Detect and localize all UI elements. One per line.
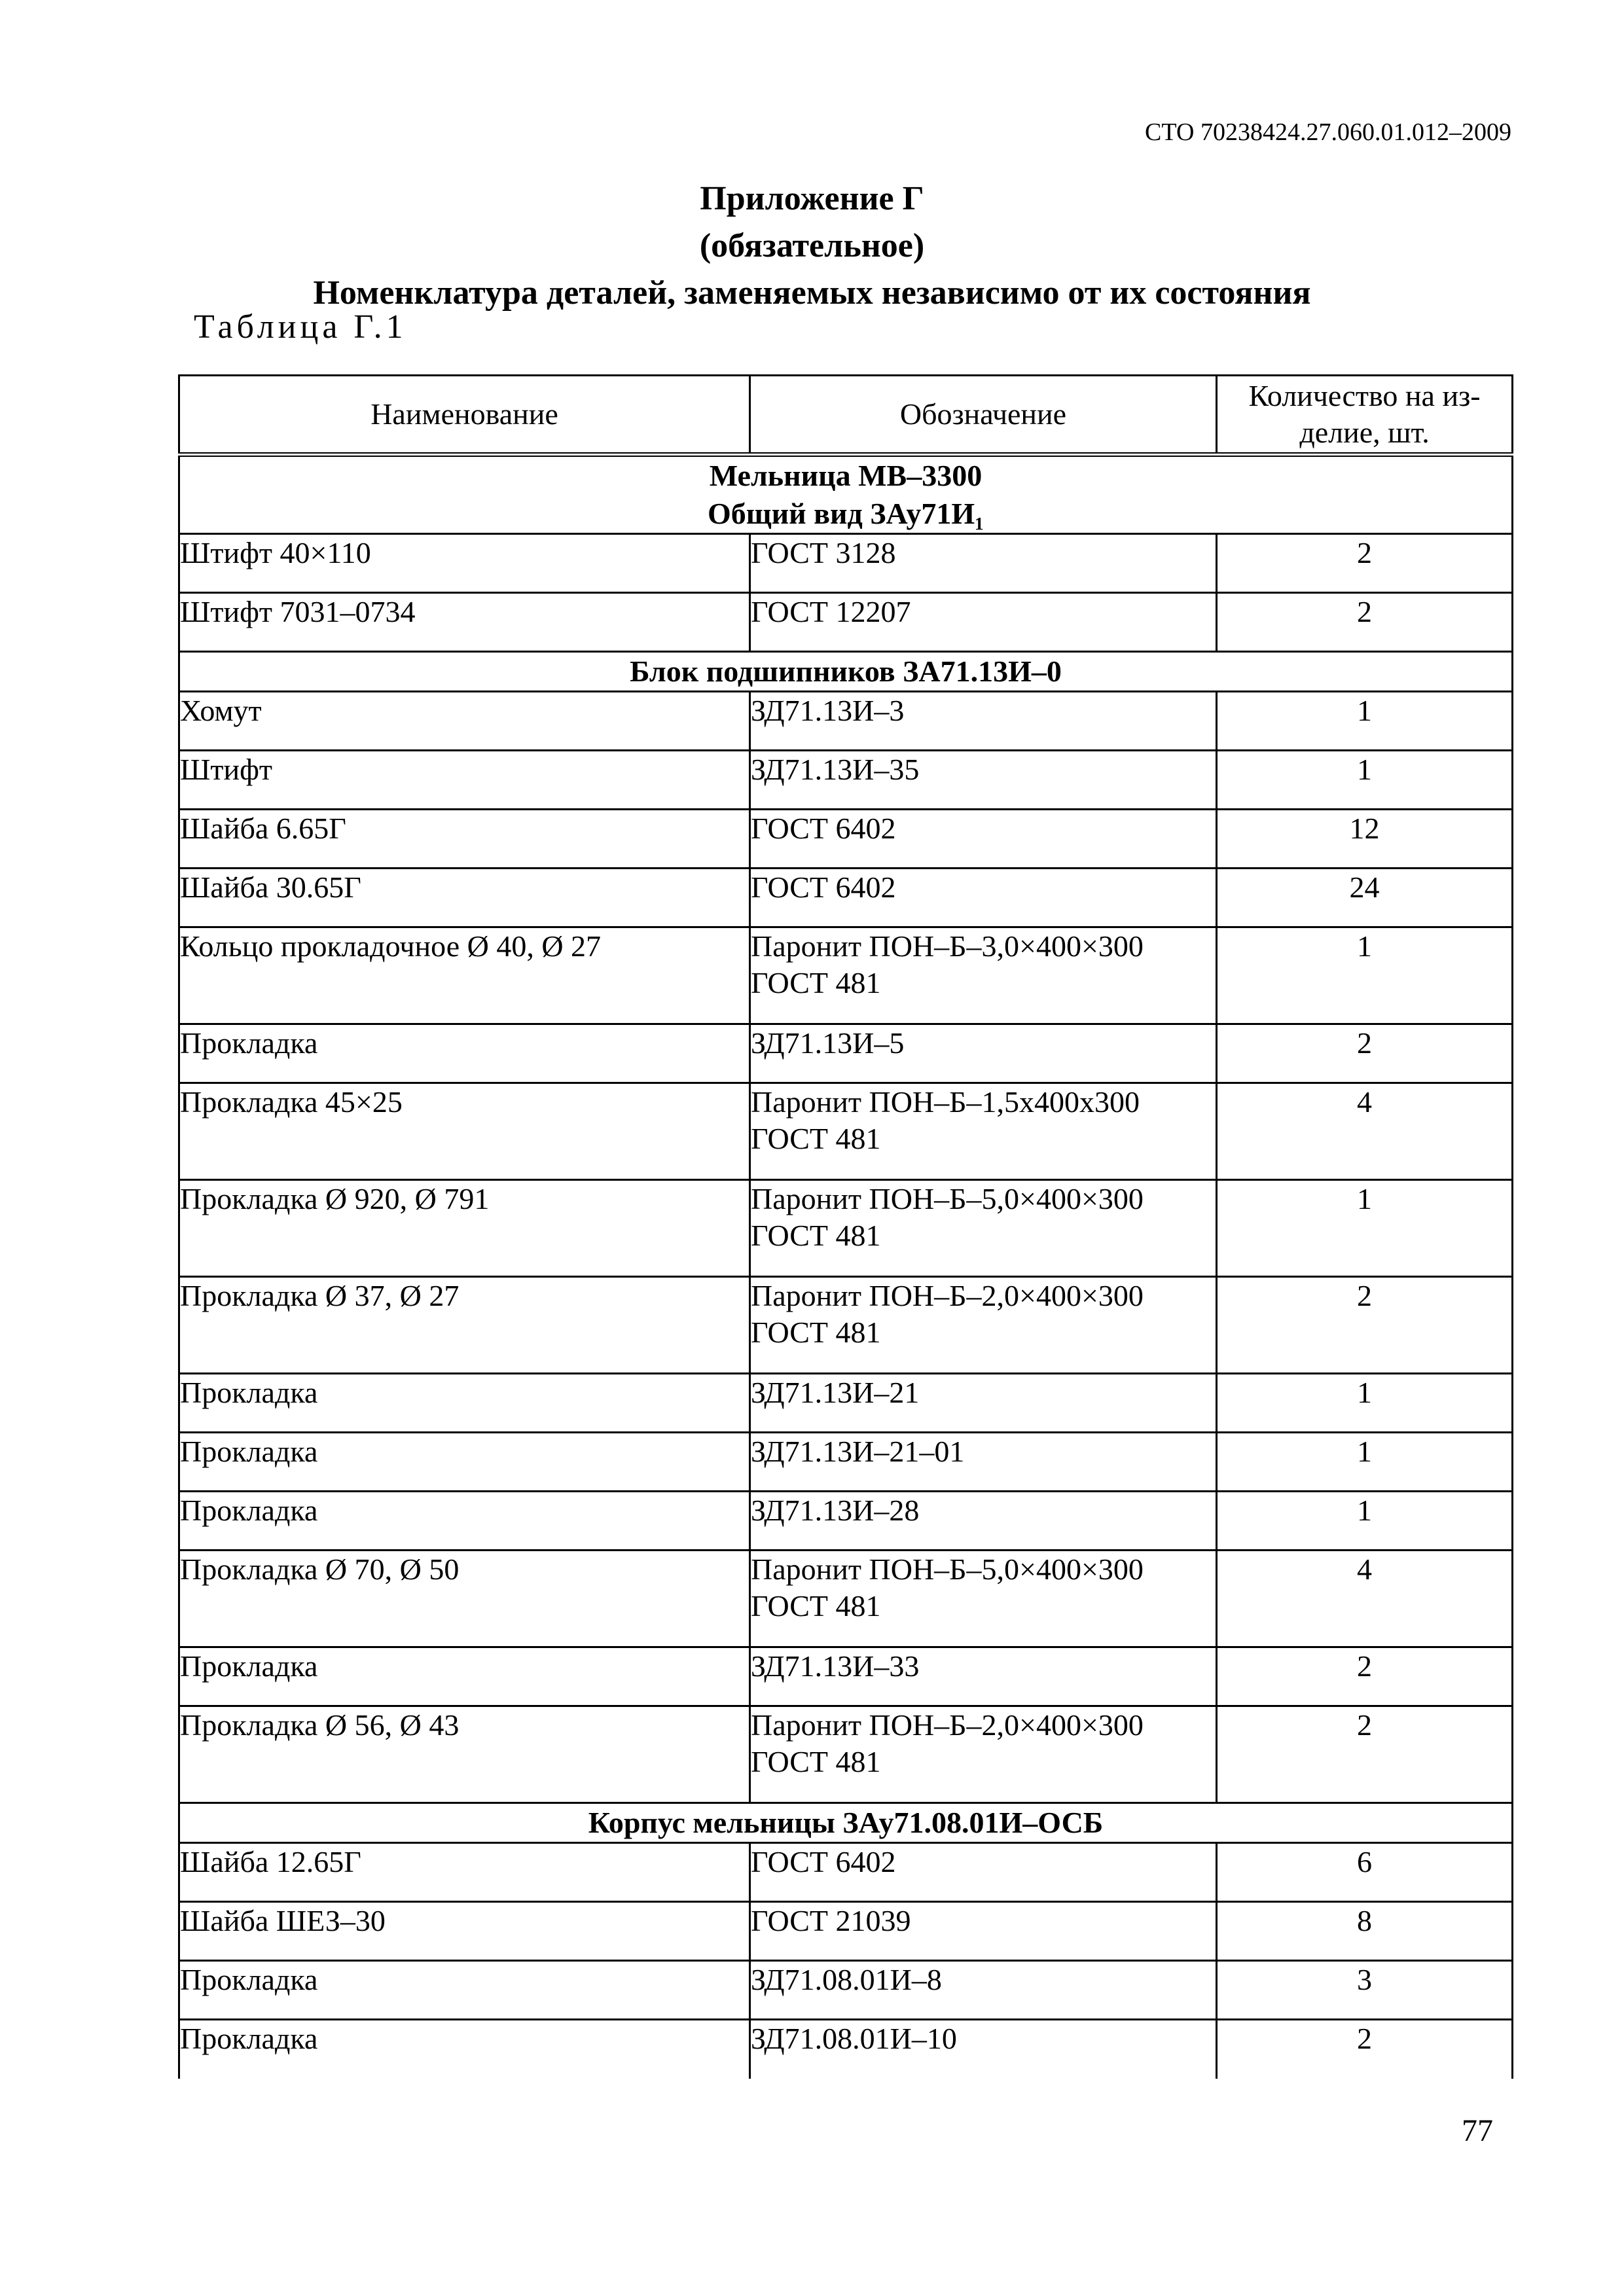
item-designation: Паронит ПОН–Б–1,5х400х300 ГОСТ 481 [750,1083,1217,1180]
item-designation: Паронит ПОН–Б–2,0×400×300 ГОСТ 481 [750,1706,1217,1803]
item-name: Прокладка Ø 37, Ø 27 [179,1277,750,1374]
item-name: Прокладка 45×25 [179,1083,750,1180]
item-designation: ГОСТ 21039 [750,1902,1217,1961]
item-quantity: 2 [1217,1706,1513,1803]
item-quantity: 4 [1217,1083,1513,1180]
table-row [179,1647,1513,1706]
item-designation: ЗД71.13И–33 [750,1647,1217,1706]
item-name: Кольцо прокладочное Ø 40, Ø 27 [179,927,750,1024]
table-row [179,1180,1513,1277]
item-name: Прокладка Ø 920, Ø 791 [179,1180,750,1277]
item-name: Прокладка [179,1024,750,1083]
appendix-status: (обязательное) [699,227,925,264]
section-title: Корпус мельницы ЗАу71.08.01И–ОСБ [179,1803,1513,1843]
item-name: Шайба 30.65Г [179,869,750,927]
item-quantity: 12 [1217,810,1513,869]
title-block [0,175,1624,317]
item-name: Шайба 12.65Г [179,1843,750,1902]
item-name: Шайба 6.65Г [179,810,750,869]
item-quantity: 1 [1217,1433,1513,1492]
section-title: Блок подшипников ЗА71.13И–0 [179,652,1513,692]
item-name: Прокладка [179,1492,750,1551]
table-body [179,455,1513,2079]
item-designation: ЗД71.13И–21 [750,1374,1217,1433]
item-designation: Паронит ПОН–Б–5,0×400×300 ГОСТ 481 [750,1180,1217,1277]
item-designation: ЗД71.13И–35 [750,751,1217,810]
item-designation: ГОСТ 6402 [750,810,1217,869]
table-row [179,927,1513,1024]
section-row [179,652,1513,692]
table-header-row [179,376,1513,455]
table-row [179,1374,1513,1433]
table-row [179,751,1513,810]
item-name: Штифт 40×110 [179,534,750,593]
item-quantity: 2 [1217,1277,1513,1374]
item-designation: ГОСТ 3128 [750,534,1217,593]
column-header-name: Наименование [179,376,750,455]
page-number: 77 [1462,2113,1493,2148]
item-name: Штифт [179,751,750,810]
item-designation: ГОСТ 6402 [750,869,1217,927]
item-designation: ГОСТ 12207 [750,593,1217,652]
parts-table [178,374,1513,2079]
item-quantity: 2 [1217,593,1513,652]
item-designation: ЗД71.08.01И–10 [750,2020,1217,2079]
item-designation: Паронит ПОН–Б–5,0×400×300 ГОСТ 481 [750,1551,1217,1647]
column-header-designation: Обозначение [750,376,1217,455]
item-quantity: 2 [1217,2020,1513,2079]
item-quantity: 24 [1217,869,1513,927]
item-designation: ЗД71.08.01И–8 [750,1961,1217,2020]
item-quantity: 1 [1217,1180,1513,1277]
table-row [179,1433,1513,1492]
table-row [179,1843,1513,1902]
table-row [179,1961,1513,2020]
item-quantity: 6 [1217,1843,1513,1902]
item-quantity: 8 [1217,1902,1513,1961]
item-quantity: 2 [1217,1647,1513,1706]
item-quantity: 1 [1217,751,1513,810]
table-row [179,1902,1513,1961]
item-quantity: 3 [1217,1961,1513,2020]
table-row [179,1492,1513,1551]
document-code: СТО 70238424.27.060.01.012–2009 [1145,118,1511,146]
item-name: Хомут [179,692,750,751]
appendix-title: Приложение Г [700,180,924,217]
table-row [179,692,1513,751]
table-row [179,1551,1513,1647]
item-designation: Паронит ПОН–Б–2,0×400×300 ГОСТ 481 [750,1277,1217,1374]
item-quantity: 1 [1217,1374,1513,1433]
table-row [179,810,1513,869]
item-designation: ЗД71.13И–5 [750,1024,1217,1083]
item-quantity: 1 [1217,692,1513,751]
item-name: Прокладка [179,2020,750,2079]
item-designation: ЗД71.13И–3 [750,692,1217,751]
item-name: Прокладка [179,1647,750,1706]
item-name: Штифт 7031–0734 [179,593,750,652]
item-designation: ГОСТ 6402 [750,1843,1217,1902]
item-name: Прокладка [179,1961,750,2020]
appendix-subject: Номенклатура деталей, заменяемых независимо от их состояния [313,274,1311,312]
table-row [179,534,1513,593]
item-designation: Паронит ПОН–Б–3,0×400×300 ГОСТ 481 [750,927,1217,1024]
table-row [179,1083,1513,1180]
table-row [179,1024,1513,1083]
table-row [179,2020,1513,2079]
table-row [179,1277,1513,1374]
item-quantity: 2 [1217,534,1513,593]
item-quantity: 1 [1217,1492,1513,1551]
item-quantity: 2 [1217,1024,1513,1083]
item-name: Прокладка Ø 56, Ø 43 [179,1706,750,1803]
column-header-quantity: Количество на из- делие, шт. [1217,376,1513,455]
section-title: Мельница МВ–3300 Общий вид ЗАу71И₁ [179,455,1513,534]
item-designation: ЗД71.13И–28 [750,1492,1217,1551]
section-row [179,455,1513,534]
item-designation: ЗД71.13И–21–01 [750,1433,1217,1492]
table-caption: Таблица Г.1 [194,308,407,346]
item-name: Шайба ШЕЗ–30 [179,1902,750,1961]
item-name: Прокладка Ø 70, Ø 50 [179,1551,750,1647]
table-row [179,593,1513,652]
table-row [179,1706,1513,1803]
section-row [179,1803,1513,1843]
table-row [179,869,1513,927]
item-name: Прокладка [179,1433,750,1492]
item-quantity: 4 [1217,1551,1513,1647]
item-name: Прокладка [179,1374,750,1433]
item-quantity: 1 [1217,927,1513,1024]
